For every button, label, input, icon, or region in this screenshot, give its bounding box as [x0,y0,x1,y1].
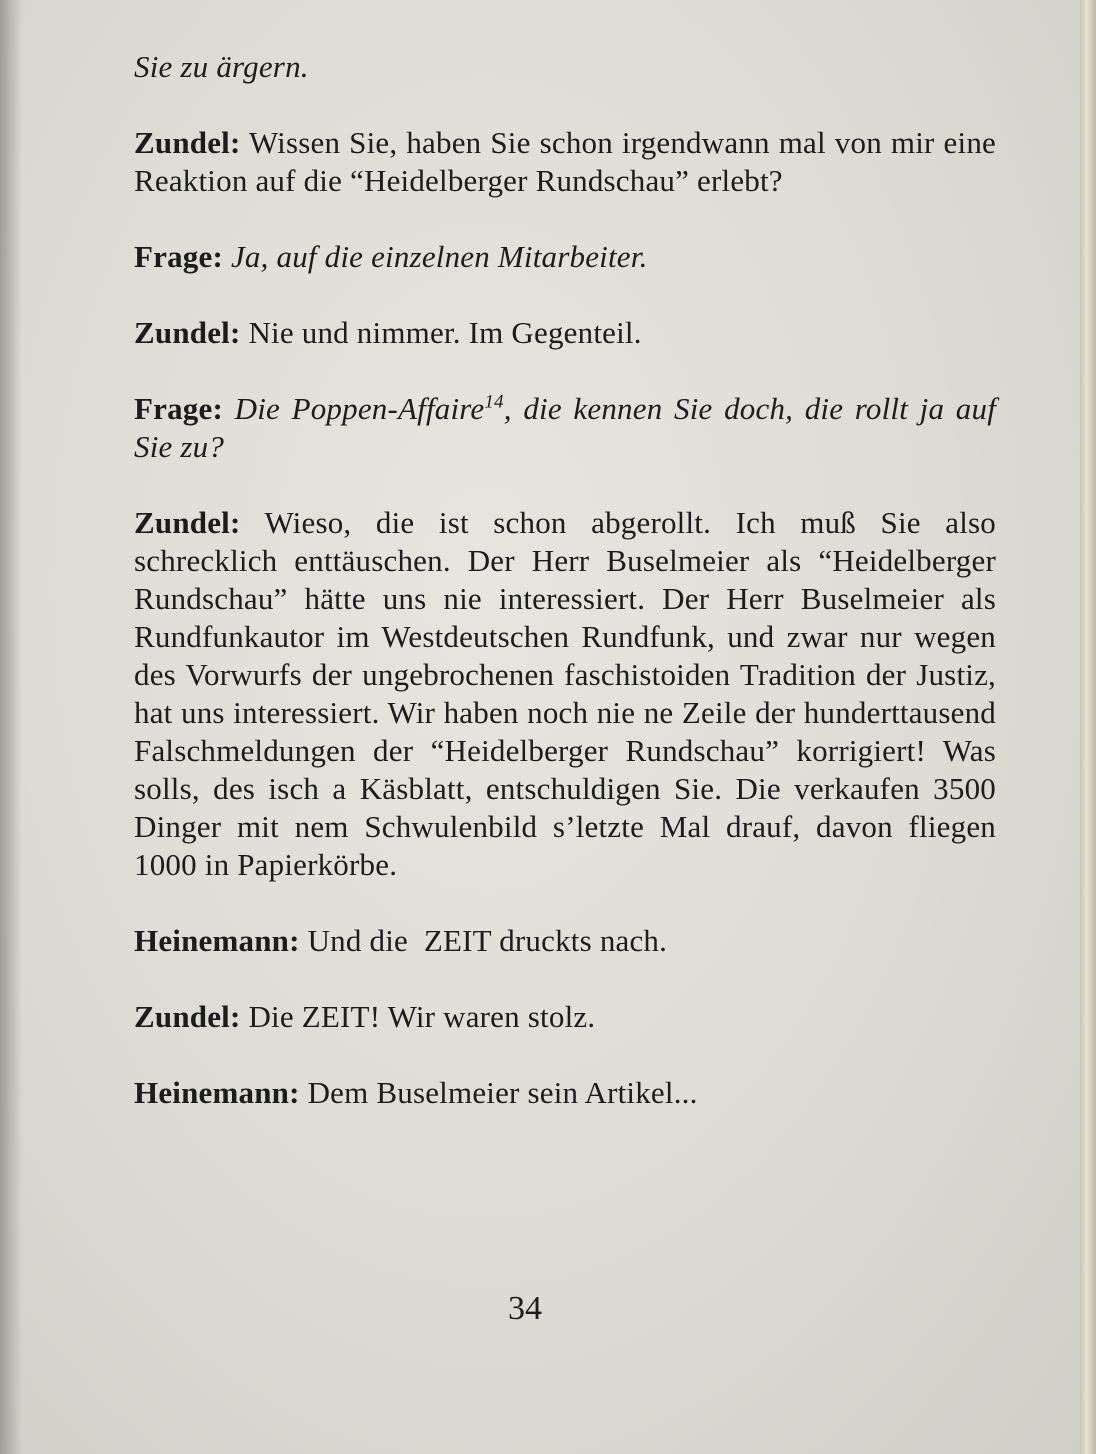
dialogue-text: Ja, auf die einzelnen Mitarbeiter. [230,239,648,274]
speaker-label: Frage: [134,391,223,426]
paragraph-text: Sie zu ärgern. [134,49,309,84]
dialogue-paragraph [134,238,996,276]
dialogue-text: Und die ZEIT druckts nach. [307,923,668,958]
speaker-label: Frage: [134,239,223,274]
dialogue-paragraph [134,1074,996,1112]
dialogue-paragraph [134,314,996,352]
dialogue-text: Wieso, die ist schon abgerollt. Ich muß Sie also schrecklich enttäuschen. Der Herr Buselmeier als “Heidelberger Rundschau” hätte uns nie interessiert. Der Herr Buselmeier als Rundfunkautor im Westdeutschen Rundfunk, und zwar nur wegen des Vorwurfs der ungebrochenen faschistoiden Tradition der Justiz, hat uns interessiert. Wir haben noch nie ne Zeile der hunderttausend Falschmeldungen der “Heidelberger Rundschau” korrigiert! Was solls, des isch a Käsblatt, entschuldigen Sie. Die verkaufen 3500 Dinger mit nem Schwulenbild s’letzte Mal drauf, davon fliegen 1000 in Papierkörbe. [134,505,997,882]
dialogue-paragraph [134,922,996,960]
dialogue-text: Nie und nimmer. Im Gegenteil. [248,315,642,350]
page-edge [1080,0,1096,1454]
dialogue-paragraph [134,504,996,884]
dialogue-paragraph [134,390,996,466]
speaker-label: Zundel: [134,505,241,540]
speaker-label: Heinemann: [134,1075,300,1110]
page-number: 34 [508,1290,542,1327]
dialogue-text [134,391,996,464]
dialogue-text: Die ZEIT! Wir waren stolz. [248,999,596,1034]
speaker-label: Zundel: [134,315,241,350]
dialogue-paragraph [134,124,996,200]
dialogue-text: Dem Buselmeier sein Artikel... [307,1075,698,1110]
paragraph-continuation [134,48,996,86]
dialogue-text-start: Die Poppen-Affaire [234,391,485,426]
speaker-label: Zundel: [134,999,241,1034]
dialogue-paragraph [134,998,996,1036]
speaker-label: Zundel: [134,125,241,160]
footnote-marker: 14 [484,391,504,413]
speaker-label: Heinemann: [134,923,300,958]
dialogue-text: Wissen Sie, haben Sie schon irgendwann mal von mir eine Reaktion auf die “Heidelberger Rundschau” erlebt? [134,125,996,198]
page-text [134,48,996,1150]
spine-shadow [0,0,22,1454]
dialogue-text-end: , die kennen Sie doch, die rollt ja auf Sie zu? [134,391,997,464]
